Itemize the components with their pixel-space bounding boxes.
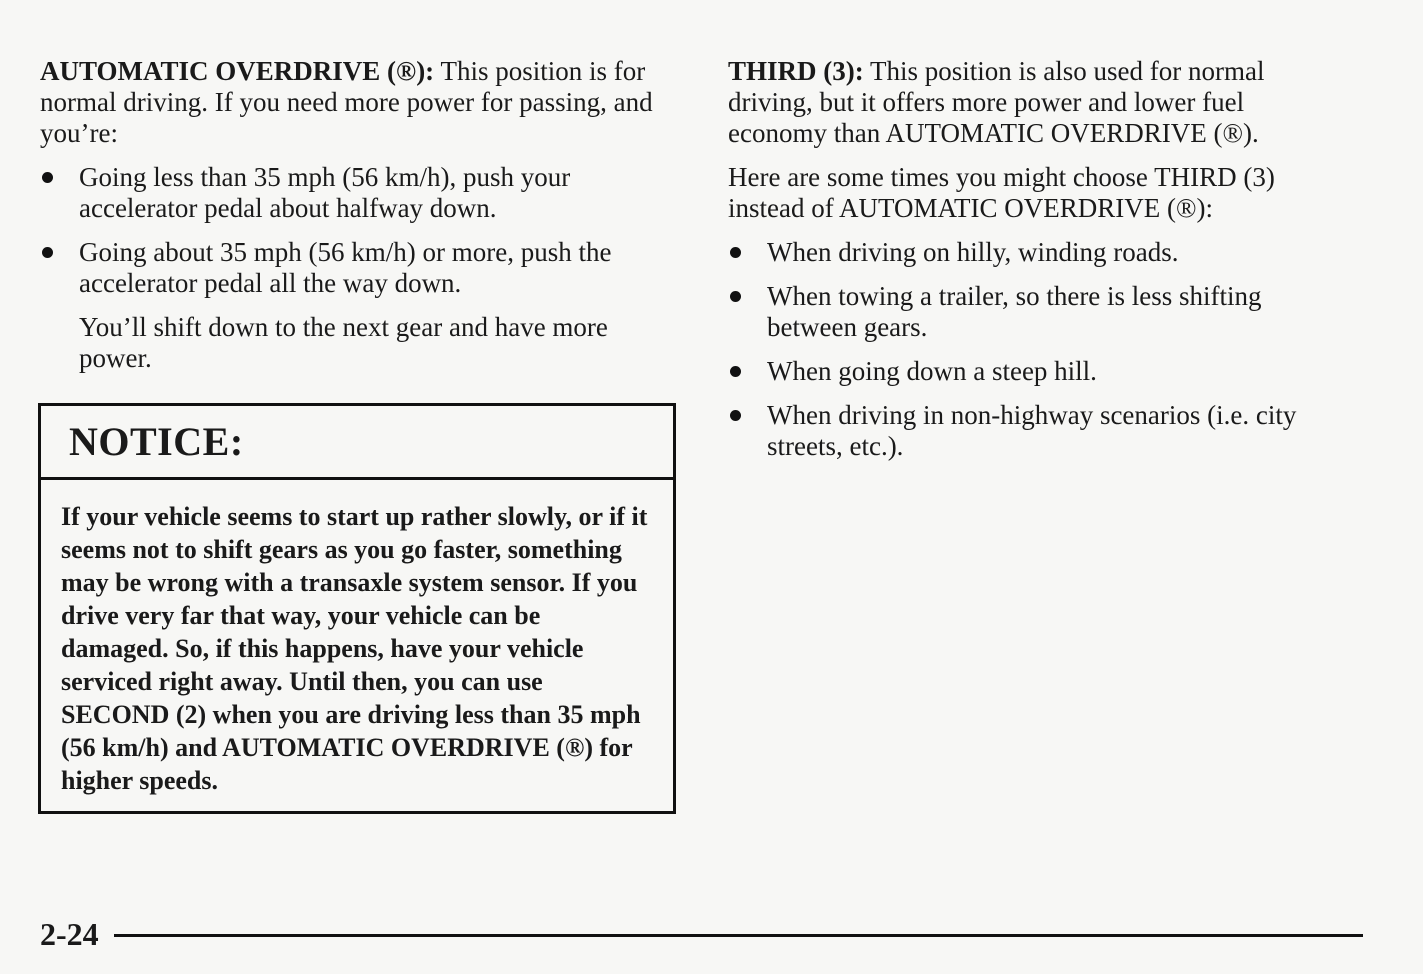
bullet-icon	[730, 410, 741, 421]
list-item	[40, 162, 682, 224]
list-item-text: When going down a steep hill.	[767, 356, 1097, 386]
overdrive-paragraph	[40, 56, 682, 149]
overdrive-term: AUTOMATIC OVERDRIVE (®):	[40, 56, 435, 86]
bullet-icon	[730, 366, 741, 377]
list-item-text: When driving on hilly, winding roads.	[767, 237, 1179, 267]
left-column	[40, 56, 682, 387]
notice-title: NOTICE:	[69, 419, 244, 464]
shift-down-paragraph: You’ll shift down to the next gear and have more power.	[79, 312, 608, 373]
notice-body: If your vehicle seems to start up rather slowly, or if it seems not to shift gears as you go faster, something may be wrong with a transaxle system sensor. If you drive very far that way, your vehicle can be damaged. So, if this happens, have your vehicle serviced right away. Until then, you can use SECOND (2) when you are driving less than 35 mph (56 km/h) and AUTOMATIC OVERDRIVE (®) for higher speeds.	[61, 502, 648, 795]
notice-box	[38, 403, 676, 814]
list-item	[728, 400, 1348, 462]
third-intro-paragraph: Here are some times you might choose THIRD (3) instead of AUTOMATIC OVERDRIVE (®):	[728, 162, 1275, 223]
list-item-text: Going about 35 mph (56 km/h) or more, push the accelerator pedal all the way down.	[79, 237, 612, 298]
third-term: THIRD (3):	[728, 56, 864, 86]
right-column	[728, 56, 1348, 475]
bullet-icon	[730, 291, 741, 302]
list-item	[728, 237, 1348, 268]
bullet-icon	[730, 247, 741, 258]
third-text: This position is also used for normal driving, but it offers more power and lower fuel economy than AUTOMATIC OVERDRIVE (®).	[728, 56, 1265, 148]
third-bullet-list	[728, 237, 1348, 462]
page-footer	[40, 914, 1363, 954]
list-item-text: When towing a trailer, so there is less shifting between gears.	[767, 281, 1262, 342]
overdrive-text: This position is for normal driving. If you need more power for passing, and you’re:	[40, 56, 653, 148]
third-paragraph	[728, 56, 1348, 149]
list-item	[40, 237, 682, 299]
list-item	[728, 356, 1348, 387]
list-item-text: When driving in non-highway scenarios (i.e. city streets, etc.).	[767, 400, 1297, 461]
bullet-icon	[42, 172, 53, 183]
footer-rule	[114, 934, 1363, 937]
list-item-text: Going less than 35 mph (56 km/h), push your accelerator pedal about halfway down.	[79, 162, 571, 223]
notice-header	[41, 406, 673, 480]
list-item	[728, 281, 1348, 343]
page-number: 2-24	[40, 916, 99, 952]
bullet-icon	[42, 247, 53, 258]
overdrive-bullet-list	[40, 162, 682, 299]
